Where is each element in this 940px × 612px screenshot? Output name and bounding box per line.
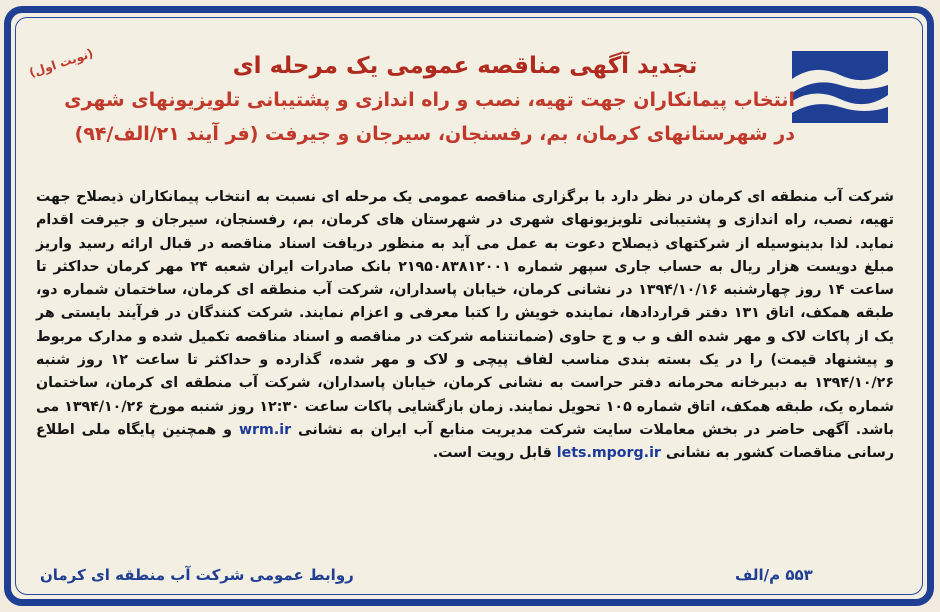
- footer-publisher: روابط عمومی شرکت آب منطقه ای کرمان: [40, 566, 354, 584]
- first-print-badge: (نوبت اول): [27, 46, 95, 80]
- body-text-part1: شرکت آب منطقه ای کرمان در نظر دارد با برگزاری مناقصه عمومی یک مرحله ای نسبت به انتخاب پیمانکاران ذیصلاح جهت تهیه، نصب، راه اندازی و پشتیبانی تلویزیونهای شهری در شهرستان های کرمان، بم، رفسنجان، سیرجان و جیرفت اقدام نماید. لذا بدینوسیله از شرکتهای ذیصلاح دعوت به عمل می آید به منظور دریافت اسناد مناقصه در قبال ارائه رسید واریز مبلغ دویست هزار ریال به حساب جاری سپهر شماره ۲۱۹۵۰۸۳۸۱۲۰۰۱ بانک صادرات ایران شعبه ۲۴ مهر کرمان حداکثر تا ساعت ۱۴ روز چهارشنبه ۱۳۹۴/۱۰/۱۶ در نشانی کرمان، خیابان پاسداران، شرکت آب منطقه ای کرمان، ساختمان شماره دو، طبقه همکف، اتاق ۱۳۱ دفتر قراردادها، نماینده خویش را کتبا معرفی و اعزام نمایند. شرکت کنندگان در فرآیند بایستی هر یک از پاکات لاک و مهر شده الف و ب و ج حاوی (ضمانتنامه شرکت در مناقصه و اسناد مناقصه تکمیل شده و مدارک مربوط و پیشنهاد قیمت) را در یک بسته بندی مناسب لفاف پیچی و لاک و مهر شده، گذارده و حداکثر تا ساعت ۱۲ روز شنبه ۱۳۹۴/۱۰/۲۶ به دبیرخانه محرمانه دفتر حراست به نشانی کرمان، خیابان پاسداران، شرکت آب منطقه ای کرمان، ساختمان شماره یک، طبقه همکف، اتاق شماره ۱۰۵ تحویل نمایند. زمان بازگشایی پاکات ساعت ۱۲:۳۰ روز شنبه مورخ ۱۳۹۴/۱۰/۲۶ می باشد. آگهی حاضر در بخش معاملات سایت شرکت مدیریت منابع آب ایران به نشانی: [36, 189, 895, 438]
- body-text-part3: قابل رویت است.: [432, 445, 552, 462]
- footer-reference-number: ۵۵۳ م/الف: [735, 566, 813, 584]
- water-waves-logo-icon: [790, 49, 890, 125]
- notice-subtitle-line1: انتخاب پیمانکاران جهت تهیه، نصب و راه اندازی و پشتیبانی تلویزیونهای شهری: [64, 89, 795, 111]
- notice-body: [36, 186, 894, 466]
- body-text-part2: و همچنین پایگاه ملی اطلاع رسانی مناقصات کشور به نشانی: [36, 421, 894, 462]
- notice-title: تجدید آگهی مناقصه عمومی یک مرحله ای: [232, 53, 698, 79]
- notice-subtitle-line2: در شهرستانهای کرمان، بم، رفسنجان، سیرجان و جیرفت (فر آیند ۲۱/الف/۹۴): [74, 123, 795, 145]
- wrm-link[interactable]: wrm.ir: [238, 421, 292, 438]
- lets-mporg-link[interactable]: lets.mporg.ir: [556, 445, 661, 462]
